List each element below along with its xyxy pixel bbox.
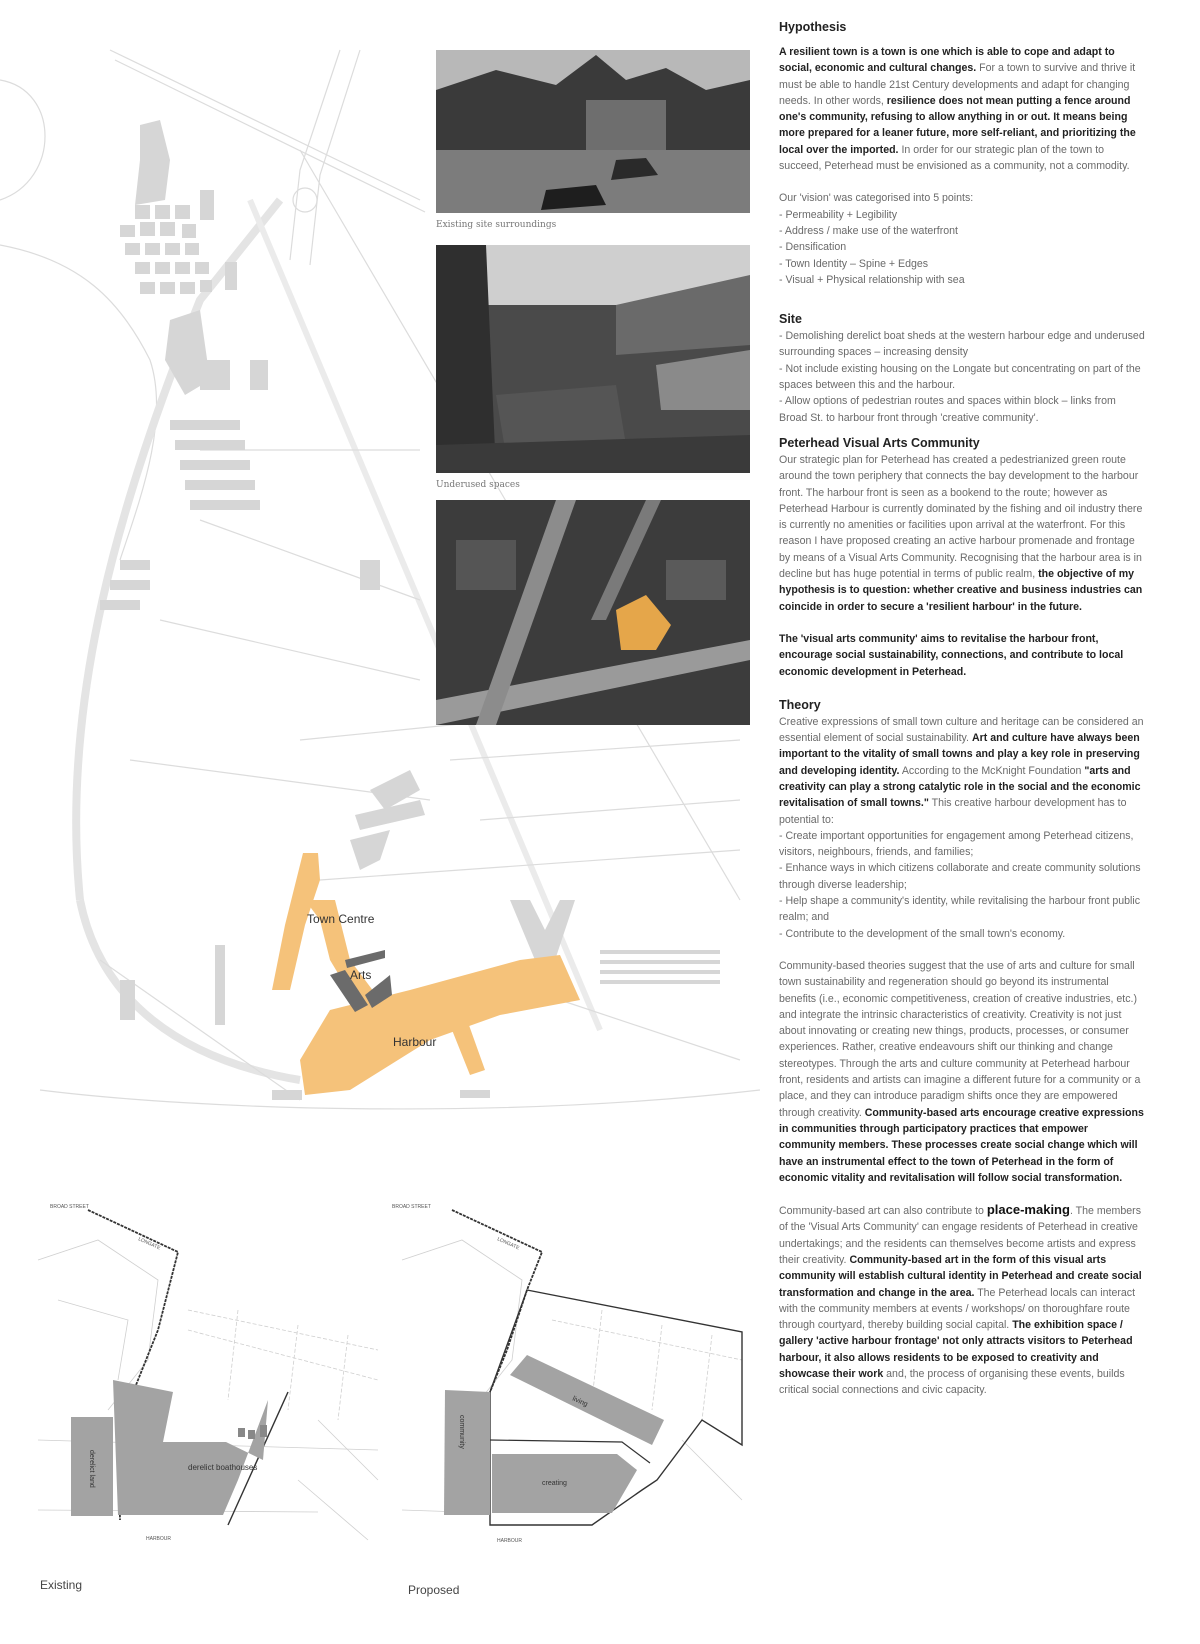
theory-paragraph-3: Community-based art can also contribute to place-making. The members of the 'Visual Arts Community' can engage residents of Peterhead in creative undertakings; and the residents can themselves become artists and express their creativity. Community-based art in the form of this visual arts community will establish cultural identity in Peterhead and create social transformation and change in the area. The Peterhead locals can interact with the community members at events / workshops/ on thoroughfare route through courtyard, thereby building social capital. The exhibition space / gallery 'active harbour frontage' not only attracts visitors to Peterhead harbour, it also allows residents to be exposed to creativity and showcase their work and, the process of organising these events, builds critical social connections and civic capacity.	[779, 1202, 1142, 1397]
highlighted-route	[272, 853, 580, 1095]
heading-theory: Theory	[779, 697, 821, 712]
pvac-aims: The 'visual arts community' aims to revitalise the harbour front, encourage social sustainability, connections, and contribute to local economic development in Peterhead.	[779, 632, 1124, 678]
block-creating: creating	[542, 1480, 567, 1487]
theory-point: - Create important opportunities for engagement among Peterhead citizens, visitors, neighbours, friends, and families;	[779, 829, 1134, 859]
text-column	[779, 18, 1147, 1399]
theory-paragraph-2: Community-based theories suggest that the use of arts and culture for small town sustainability and regeneration should go beyond its instrumental benefits (i.e., economic competitiveness, creation of creative industries, etc.) and integrate the intrinsic characteristics of creativity. Creativity is not just about innovating or creating new things, products, processes, or consumer experiences. Rather, creative endeavours shift our thinking and change stereotypes. Through the arts and culture community at Peterhead harbour front, residents and artists can imagine a different future for a community or a place, and they can introduce paradigm shifts once they are empowered through creativity. Community-based arts encourage creative expressions in communities through participatory practices that empower community members. These processes create social change which will have an instrumental effect to the town of Peterhead in the form of economic vitality and revitalisation will follow social transformation.	[779, 959, 1144, 1184]
site-point: - Allow options of pedestrian routes and spaces within block – links from Broad St. to harbour front through 'creative community'.	[779, 395, 1116, 424]
proposed-harbour-label: HARBOUR	[497, 1538, 523, 1544]
map-label-arts: Arts	[350, 968, 372, 982]
site-point: - Not include existing housing on the Longate but concentrating on part of the spaces between this and the harbour.	[779, 362, 1141, 392]
photo-caption-existing: Existing site surroundings	[436, 220, 557, 230]
vision-point: - Permeability + Legibility	[779, 208, 898, 221]
heading-site: Site	[779, 312, 802, 327]
pvac-paragraph: Our strategic plan for Peterhead has created a pedestrianized green route around the town periphery that connects the bay development to the harbour front. The harbour front is seen as a bookend to the route; however as Peterhead Harbour is currently dominated by the fishing and oil industry there is currently no amenities or facilities upon arrival at the waterfront. For this reason I have proposed creating an active harbour promenade and frontage by means of a Visual Arts Community. Recognising that the harbour area is in decline but has huge potential in terms of public realm, the objective of my hypothesis is to question: whether creative and business industries can coincide in order to secure a 'resilient harbour' in the future.	[779, 453, 1143, 613]
hypothesis-paragraph: A resilient town is a town is one which is able to cope and adapt to social, economic and cultural changes. For a town to survive and thrive it must be able to handle 21st Century developments and adapt for changing needs. In other words, resilience does not mean putting a fence around one's community, refusing to allow anything in or out. It means being more prepared for a leaner future, more self-reliant, and prioritizing the local over the imported. In order for our strategic plan of the town to succeed, Peterhead must be envisioned as a community, not a commodity.	[779, 46, 1136, 173]
heading-hypothesis: Hypothesis	[779, 20, 847, 34]
photo-existing-site	[436, 50, 750, 213]
existing-harbour-label: HARBOUR	[146, 1536, 172, 1542]
photo-aerial-site	[436, 500, 750, 725]
vision-point: - Densification	[779, 241, 847, 254]
vision-intro: Our 'vision' was categorised into 5 points:	[779, 192, 974, 205]
block-living: living	[571, 1395, 589, 1409]
theory-point: - Contribute to the development of the small town's economy.	[779, 927, 1066, 940]
vision-point: - Address / make use of the waterfront	[779, 224, 959, 237]
block-community: community	[458, 1415, 465, 1449]
map-label-harbour: Harbour	[393, 1035, 437, 1049]
theory-paragraph-1: Creative expressions of small town culture and heritage can be considered an essential element of social sustainability. Art and culture have always been important to the vitality of small towns and play a key role in preserving and developing identity. According to the McKnight Foundation "arts and creativity can play a strong catalytic role in the social and the economic revitalisation of small towns." This creative harbour development has to potential to:	[779, 715, 1144, 826]
existing-street-label: BROAD STREET	[50, 1204, 89, 1210]
vision-point: - Visual + Physical relationship with sea	[779, 273, 965, 286]
plan-existing	[38, 1180, 378, 1560]
plan-title-proposed: Proposed	[408, 1583, 460, 1597]
photo-underused-spaces	[436, 245, 750, 473]
plan-title-existing: Existing	[40, 1578, 83, 1592]
vision-point: - Town Identity – Spine + Edges	[779, 257, 929, 270]
block-derelict-land: derelict land	[88, 1450, 95, 1488]
heading-pvac: Peterhead Visual Arts Community	[779, 435, 980, 450]
plan-proposed	[392, 1180, 742, 1560]
theory-point: - Enhance ways in which citizens collaborate and create community solutions through diverse leadership;	[779, 862, 1141, 891]
site-point: - Demolishing derelict boat sheds at the western harbour edge and underused surrounding spaces – increasing density	[779, 330, 1145, 359]
proposed-road-label: LONGATE	[496, 1236, 521, 1252]
proposed-street-label: BROAD STREET	[392, 1204, 431, 1210]
block-derelict-boathouses: derelict boathouses	[188, 1463, 258, 1472]
photo-caption-underused: Underused spaces	[436, 480, 520, 490]
map-label-town-centre: Town Centre	[307, 912, 375, 926]
existing-road-label: LONGATE	[137, 1236, 162, 1252]
theory-point: - Help shape a community's identity, while revitalising the harbour front public realm; and	[779, 895, 1141, 924]
